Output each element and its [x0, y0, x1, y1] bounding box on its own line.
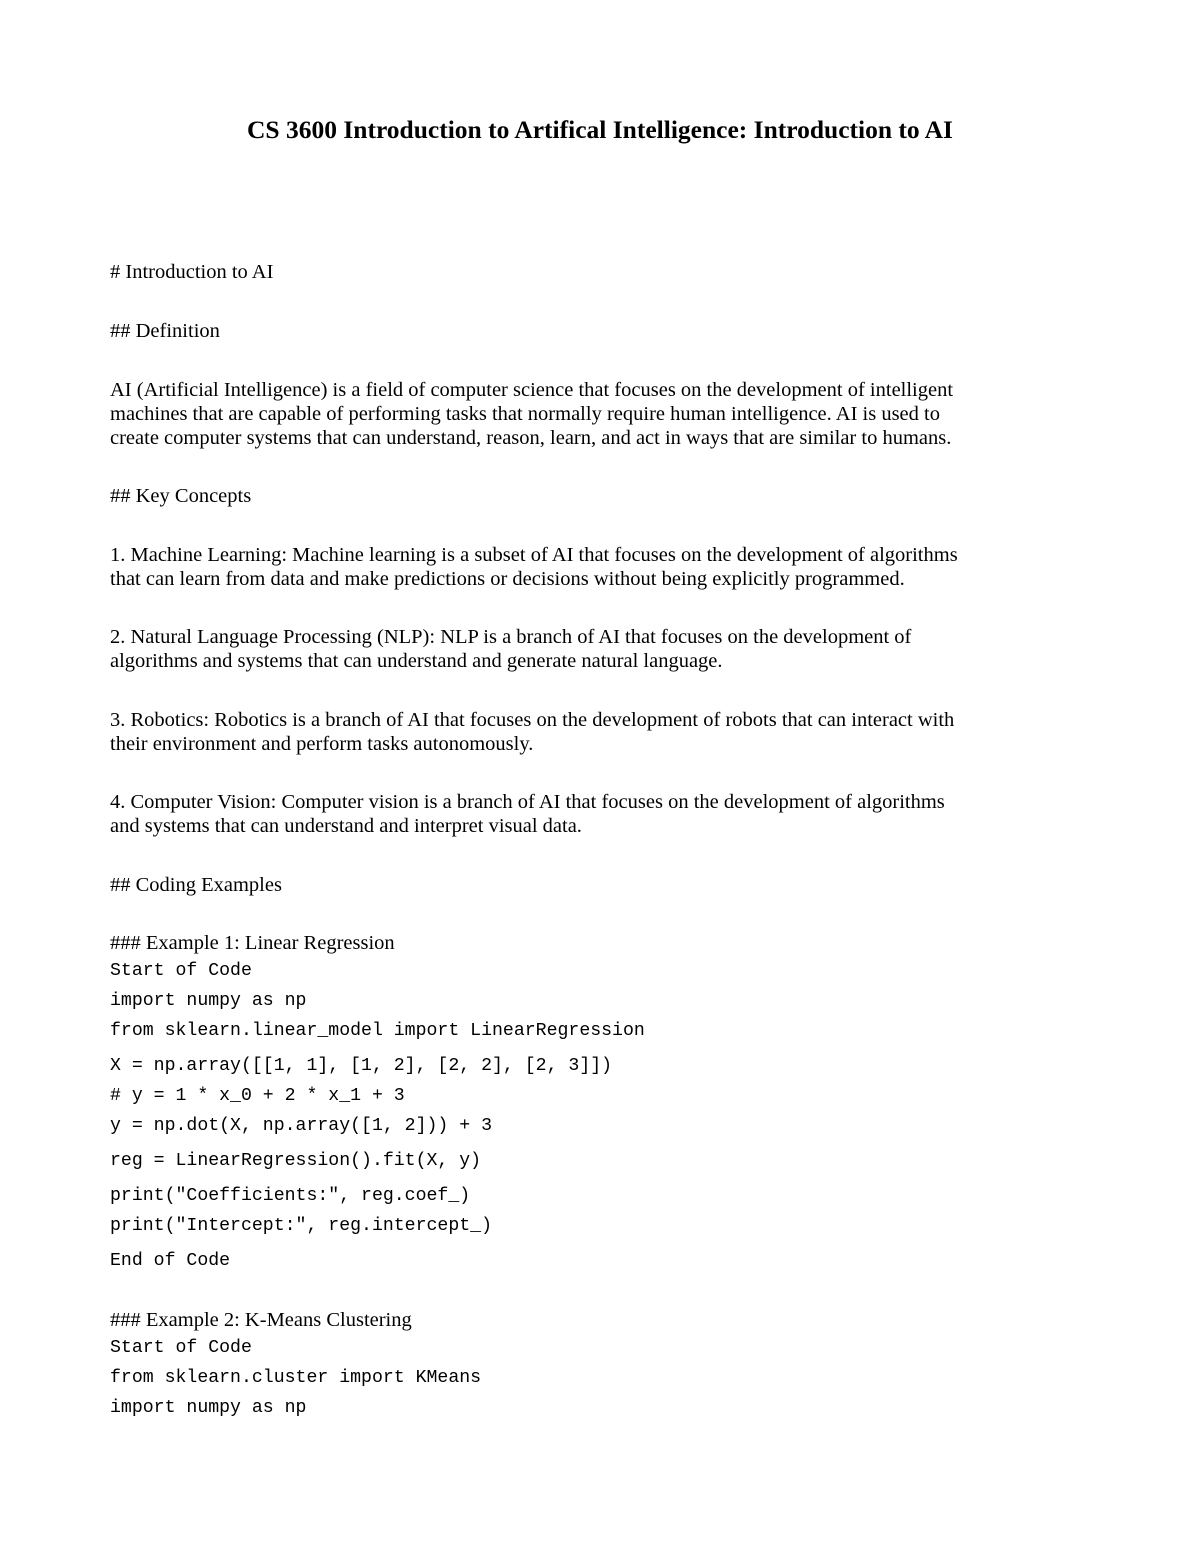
concept-robotics: their environment and perform tasks autonomously. [110, 733, 534, 755]
code-line: from sklearn.cluster import KMeans [110, 1368, 482, 1388]
heading-introduction: # Introduction to AI [110, 261, 274, 283]
code-line: import numpy as np [110, 991, 307, 1011]
heading-example-2: ### Example 2: K-Means Clustering [110, 1309, 412, 1331]
definition-line: machines that are capable of performing tasks that normally require human intelligence. AI is used to [110, 403, 940, 425]
concept-robotics: 3. Robotics: Robotics is a branch of AI that focuses on the development of robots that can interact with [110, 709, 955, 731]
code-line: # y = 1 * x_0 + 2 * x_1 + 3 [110, 1086, 405, 1106]
code-line: End of Code [110, 1251, 231, 1271]
code-line: y = np.dot(X, np.array([1, 2])) + 3 [110, 1116, 492, 1136]
code-line: Start of Code [110, 961, 252, 981]
code-line: print("Coefficients:", reg.coef_) [110, 1186, 471, 1206]
concept-computer-vision: 4. Computer Vision: Computer vision is a branch of AI that focuses on the development of algorithms [110, 791, 945, 813]
code-line: from sklearn.linear_model import LinearRegression [110, 1021, 645, 1041]
concept-machine-learning: that can learn from data and make predictions or decisions without being explicitly programmed. [110, 568, 905, 590]
code-line: reg = LinearRegression().fit(X, y) [110, 1151, 482, 1171]
heading-example-1: ### Example 1: Linear Regression [110, 932, 395, 954]
code-line: import numpy as np [110, 1398, 307, 1418]
heading-definition: ## Definition [110, 320, 220, 342]
concept-nlp: algorithms and systems that can understand and generate natural language. [110, 650, 723, 672]
code-line: print("Intercept:", reg.intercept_) [110, 1216, 492, 1236]
code-line: Start of Code [110, 1338, 252, 1358]
heading-key-concepts: ## Key Concepts [110, 485, 252, 507]
concept-computer-vision: and systems that can understand and interpret visual data. [110, 815, 582, 837]
concept-machine-learning: 1. Machine Learning: Machine learning is a subset of AI that focuses on the development of algorithms [110, 544, 958, 566]
concept-nlp: 2. Natural Language Processing (NLP): NLP is a branch of AI that focuses on the development of [110, 626, 912, 648]
document-title: CS 3600 Introduction to Artifical Intelligence: Introduction to AI [247, 115, 953, 144]
code-line: X = np.array([[1, 1], [1, 2], [2, 2], [2, 3]]) [110, 1056, 613, 1076]
definition-line: AI (Artificial Intelligence) is a field of computer science that focuses on the development of intelligent [110, 379, 954, 401]
definition-line: create computer systems that can understand, reason, learn, and act in ways that are similar to humans. [110, 427, 952, 449]
heading-coding-examples: ## Coding Examples [110, 874, 282, 896]
